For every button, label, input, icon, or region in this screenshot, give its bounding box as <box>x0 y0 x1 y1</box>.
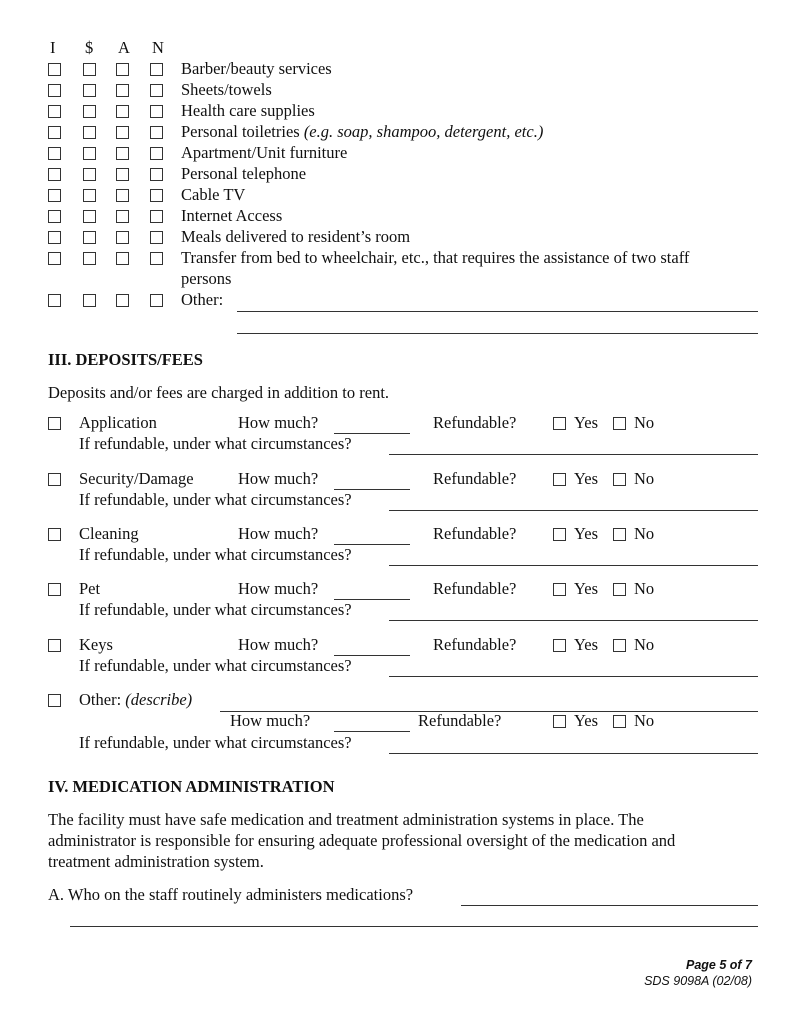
no-label: No <box>634 469 655 488</box>
how-much-label: How much? <box>230 711 311 730</box>
fee-checkbox[interactable] <box>48 583 61 596</box>
service-checkbox[interactable] <box>48 126 61 139</box>
service-label: Health care supplies <box>181 101 315 120</box>
service-checkbox[interactable] <box>83 105 96 118</box>
yes-checkbox[interactable] <box>553 417 566 430</box>
refundable-label: Refundable? <box>433 469 517 488</box>
no-checkbox[interactable] <box>613 583 626 596</box>
service-checkbox[interactable] <box>83 168 96 181</box>
fee-checkbox[interactable] <box>48 528 61 541</box>
fee-label: Keys <box>79 635 113 654</box>
service-checkbox[interactable] <box>48 168 61 181</box>
answer-line[interactable] <box>70 926 758 927</box>
how-much-label: How much? <box>238 579 319 598</box>
circumstances-line[interactable] <box>389 620 758 621</box>
fee-checkbox[interactable] <box>48 417 61 430</box>
how-much-label: How much? <box>238 635 319 654</box>
refundable-label: Refundable? <box>433 579 517 598</box>
yes-checkbox[interactable] <box>553 528 566 541</box>
service-checkbox[interactable] <box>48 105 61 118</box>
service-checkbox[interactable] <box>116 189 129 202</box>
service-label: Apartment/Unit furniture <box>181 143 348 162</box>
paragraph-line: The facility must have safe medication and treatment administration systems in place. The <box>48 810 644 829</box>
service-checkbox[interactable] <box>116 231 129 244</box>
fee-label: Pet <box>79 579 101 598</box>
service-checkbox[interactable] <box>150 126 163 139</box>
service-checkbox[interactable] <box>116 63 129 76</box>
refundable-label: Refundable? <box>433 524 517 543</box>
yes-checkbox[interactable] <box>553 583 566 596</box>
how-much-label: How much? <box>238 469 319 488</box>
yes-label: Yes <box>574 711 599 730</box>
service-checkbox[interactable] <box>48 294 61 307</box>
service-checkbox[interactable] <box>83 189 96 202</box>
column-header: A <box>118 38 130 57</box>
other-label: Other: <box>181 290 224 309</box>
service-label-continued: persons <box>181 269 232 288</box>
service-checkbox[interactable] <box>116 294 129 307</box>
no-checkbox[interactable] <box>613 715 626 728</box>
fee-label-other: Other: (describe) <box>79 690 193 709</box>
no-label: No <box>634 524 655 543</box>
service-checkbox[interactable] <box>150 189 163 202</box>
service-checkbox[interactable] <box>48 147 61 160</box>
circumstances-label: If refundable, under what circumstances? <box>79 656 352 675</box>
column-header: I <box>50 38 56 57</box>
fee-label: Cleaning <box>79 524 139 543</box>
yes-checkbox[interactable] <box>553 473 566 486</box>
service-checkbox[interactable] <box>83 231 96 244</box>
no-checkbox[interactable] <box>613 528 626 541</box>
fee-checkbox[interactable] <box>48 473 61 486</box>
service-checkbox[interactable] <box>116 210 129 223</box>
circumstances-line[interactable] <box>389 510 758 511</box>
fee-checkbox[interactable] <box>48 694 61 707</box>
yes-label: Yes <box>574 413 599 432</box>
service-checkbox[interactable] <box>116 84 129 97</box>
fee-label: Security/Damage <box>79 469 194 488</box>
service-checkbox[interactable] <box>48 84 61 97</box>
service-checkbox[interactable] <box>150 84 163 97</box>
how-much-label: How much? <box>238 524 319 543</box>
service-label: Barber/beauty services <box>181 59 332 78</box>
answer-line[interactable] <box>461 905 758 906</box>
service-label: Personal toiletries (e.g. soap, shampoo, detergent, etc.) <box>181 122 544 141</box>
paragraph-line: administrator is responsible for ensuring adequate professional oversight of the medication and <box>48 831 676 850</box>
service-label: Meals delivered to resident’s room <box>181 227 411 246</box>
service-checkbox[interactable] <box>150 105 163 118</box>
form-number: SDS 9098A (02/08) <box>644 974 752 988</box>
column-header: $ <box>85 38 94 57</box>
yes-label: Yes <box>574 524 599 543</box>
service-checkbox[interactable] <box>150 147 163 160</box>
yes-checkbox[interactable] <box>553 639 566 652</box>
service-label: Personal telephone <box>181 164 307 183</box>
yes-label: Yes <box>574 579 599 598</box>
circumstances-label: If refundable, under what circumstances? <box>79 545 352 564</box>
refundable-label: Refundable? <box>433 635 517 654</box>
question-a: A. Who on the staff routinely administers medications? <box>48 885 414 904</box>
service-checkbox[interactable] <box>83 63 96 76</box>
service-checkbox[interactable] <box>150 252 163 265</box>
describe-note: (describe) <box>125 690 193 709</box>
intro-text: Deposits and/or fees are charged in addition to rent. <box>48 383 390 402</box>
fee-checkbox[interactable] <box>48 639 61 652</box>
service-checkbox[interactable] <box>83 252 96 265</box>
circumstances-line[interactable] <box>389 565 758 566</box>
yes-label: Yes <box>574 635 599 654</box>
circumstances-line[interactable] <box>389 753 758 754</box>
circumstances-label: If refundable, under what circumstances? <box>79 600 352 619</box>
no-label: No <box>634 413 655 432</box>
no-label: No <box>634 711 655 730</box>
other-line[interactable] <box>237 311 758 312</box>
service-checkbox[interactable] <box>116 126 129 139</box>
service-checkbox[interactable] <box>83 294 96 307</box>
circumstances-label: If refundable, under what circumstances? <box>79 434 352 453</box>
service-label: Transfer from bed to wheelchair, etc., that requires the assistance of two staff <box>181 248 690 267</box>
no-checkbox[interactable] <box>613 639 626 652</box>
service-checkbox[interactable] <box>48 63 61 76</box>
service-checkbox[interactable] <box>116 147 129 160</box>
service-checkbox[interactable] <box>150 231 163 244</box>
service-label: Sheets/towels <box>181 80 272 99</box>
column-header: N <box>152 38 164 57</box>
how-much-label: How much? <box>238 413 319 432</box>
service-checkbox[interactable] <box>48 210 61 223</box>
refundable-label: Refundable? <box>433 413 517 432</box>
service-label-note: (e.g. soap, shampoo, detergent, etc.) <box>303 122 544 141</box>
fee-label: Application <box>79 413 157 432</box>
no-label: No <box>634 635 655 654</box>
service-label: Internet Access <box>181 206 283 225</box>
section-heading: IV. MEDICATION ADMINISTRATION <box>48 777 335 796</box>
service-checkbox[interactable] <box>48 252 61 265</box>
circumstances-label: If refundable, under what circumstances? <box>79 733 352 752</box>
no-checkbox[interactable] <box>613 473 626 486</box>
page-number: Page 5 of 7 <box>686 958 752 972</box>
service-checkbox[interactable] <box>150 63 163 76</box>
circumstances-line[interactable] <box>389 454 758 455</box>
service-checkbox[interactable] <box>83 147 96 160</box>
service-label: Cable TV <box>181 185 246 204</box>
yes-label: Yes <box>574 469 599 488</box>
service-checkbox[interactable] <box>48 231 61 244</box>
refundable-label: Refundable? <box>418 711 502 730</box>
service-checkbox[interactable] <box>150 210 163 223</box>
circumstances-line[interactable] <box>389 676 758 677</box>
no-label: No <box>634 579 655 598</box>
service-checkbox[interactable] <box>83 126 96 139</box>
service-checkbox[interactable] <box>116 252 129 265</box>
paragraph-line: treatment administration system. <box>48 852 264 871</box>
section-heading: III. DEPOSITS/FEES <box>48 350 203 369</box>
circumstances-label: If refundable, under what circumstances? <box>79 490 352 509</box>
amount-line[interactable] <box>334 731 410 732</box>
other-line[interactable] <box>237 333 758 334</box>
service-checkbox[interactable] <box>83 84 96 97</box>
service-checkbox[interactable] <box>48 189 61 202</box>
service-checkbox[interactable] <box>150 294 163 307</box>
service-checkbox[interactable] <box>116 105 129 118</box>
service-checkbox[interactable] <box>150 168 163 181</box>
footer <box>644 957 752 989</box>
yes-checkbox[interactable] <box>553 715 566 728</box>
service-checkbox[interactable] <box>83 210 96 223</box>
no-checkbox[interactable] <box>613 417 626 430</box>
service-checkbox[interactable] <box>116 168 129 181</box>
